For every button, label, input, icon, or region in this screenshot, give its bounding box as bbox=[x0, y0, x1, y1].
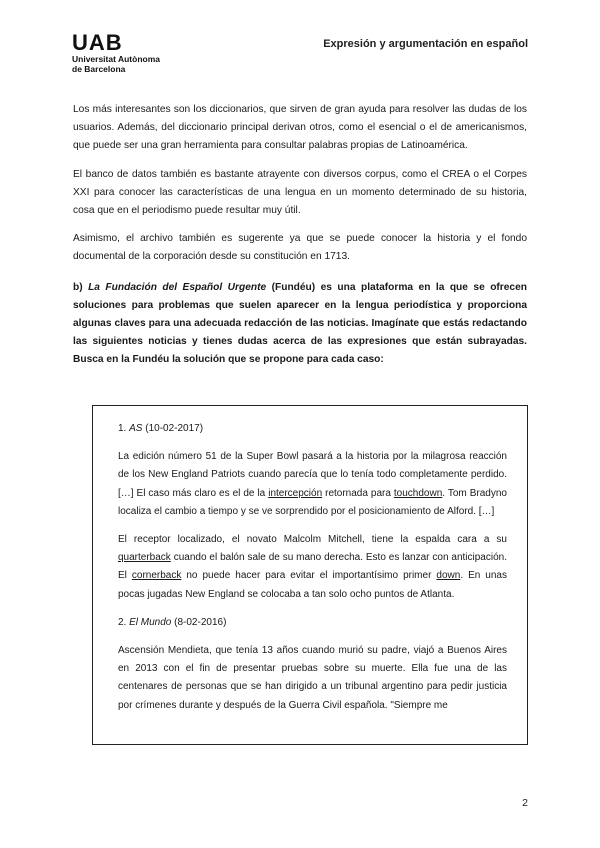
text-fragment: . En unas pocas jugadas New England se colocaba a tan solo ocho puntos de Atlanta. bbox=[118, 570, 507, 600]
text-fragment: cuando el balón sale de su mano derecha. Esto es lanzar con anticipación. El bbox=[118, 552, 507, 582]
text-fragment: . Tom Bradyno localiza el cambio a tiempo y se ve sorprendido por el posicionamiento de Alford. […] bbox=[118, 487, 507, 517]
fundeu-name: La Fundación del Español Urgente bbox=[88, 281, 267, 293]
text-fragment: El receptor localizado, el novato Malcolm Mitchell, tiene la espalda cara a su bbox=[118, 534, 507, 546]
page-number: 2 bbox=[522, 797, 528, 809]
item-1-title bbox=[118, 420, 507, 438]
underlined-term-touchdown: touchdown bbox=[393, 487, 443, 499]
underlined-term-quarterback: quarterback bbox=[118, 552, 171, 564]
item-2-source: El Mundo bbox=[129, 616, 172, 628]
paragraph-dictionaries: Los más interesantes son los diccionarios, que sirven de gran ayuda para resolver las dudas de los usuarios. Además, del diccionario principal derivan otros, como el esencial o el de americanismos, que puede ser una gran herramienta para consultar palabras propias de Latinoamérica. bbox=[73, 104, 527, 152]
logo-mark: UAB bbox=[72, 30, 123, 55]
item-2-paragraph-1: Ascensión Mendieta, que tenía 13 años cuando murió su padre, viajó a Buenos Aires en 2013 con el fin de presentar pruebas sobre su muerte. Ella fue una de las centenares de personas que se han dirigido a un tribunal argentino para pedir justicia por crímenes durante y después de la Guerra Civil española. "Siempre me bbox=[118, 645, 507, 711]
text-fragment: retornada para bbox=[322, 487, 394, 499]
uab-logo bbox=[72, 32, 192, 74]
body-text bbox=[73, 101, 527, 370]
item-2-number: 2. bbox=[118, 616, 130, 628]
underlined-term-down: down bbox=[436, 570, 461, 582]
task-b-label: b) bbox=[73, 281, 89, 293]
text-fragment: no puede hacer para evitar el importantísimo primer bbox=[181, 570, 437, 582]
item-1-paragraph-2 bbox=[118, 531, 507, 604]
item-1-paragraph-1 bbox=[118, 448, 507, 521]
item-2-title bbox=[118, 614, 507, 632]
underlined-term-cornerback: cornerback bbox=[131, 570, 182, 582]
item-1-source: AS bbox=[129, 423, 143, 434]
item-1-date: (10-02-2017) bbox=[142, 423, 204, 434]
item-1-number: 1. bbox=[118, 423, 130, 434]
item-2-date: (8-02-2016) bbox=[171, 616, 227, 628]
logo-line-2: de Barcelona bbox=[72, 64, 126, 74]
header-title: Expresión y argumentación en español bbox=[323, 38, 528, 50]
paragraph-data-bank: El banco de datos también es bastante atrayente con diversos corpus, como el CREA o el Corpes XXI para conocer las características de una lengua en un momento determinado de su historia, cosa que en el periodismo puede resultar muy útil. bbox=[73, 168, 527, 217]
news-excerpts-box bbox=[92, 405, 528, 745]
underlined-term-intercepcion: intercepción bbox=[268, 487, 323, 499]
task-b-text: (Fundéu) es una plataforma en la que se ofrecen soluciones para problemas que suelen aparecer en la lengua periodística y proporciona algunas claves para una adecuada redacción de las noticias. Imagínate que estás redactando las siguientes noticias y tienes dudas acerca de las expresiones que están subrayadas. Busca en la Fundéu la solución que se propone para cada caso: bbox=[73, 281, 527, 366]
logo-line-1: Universitat Autònoma bbox=[72, 54, 161, 64]
paragraph-archive: Asimismo, el archivo también es sugerente ya que se puede conocer la historia y el fondo documental de la corporación desde su constitución en 1713. bbox=[73, 233, 527, 263]
text-fragment: La edición número 51 de la Super Bowl pasará a la historia por la milagrosa reacción de los New England Patriots cuando parecía que lo tenía todo completamente perdido. […] El caso más claro es el de la bbox=[118, 451, 507, 499]
task-b-instructions bbox=[73, 279, 527, 370]
